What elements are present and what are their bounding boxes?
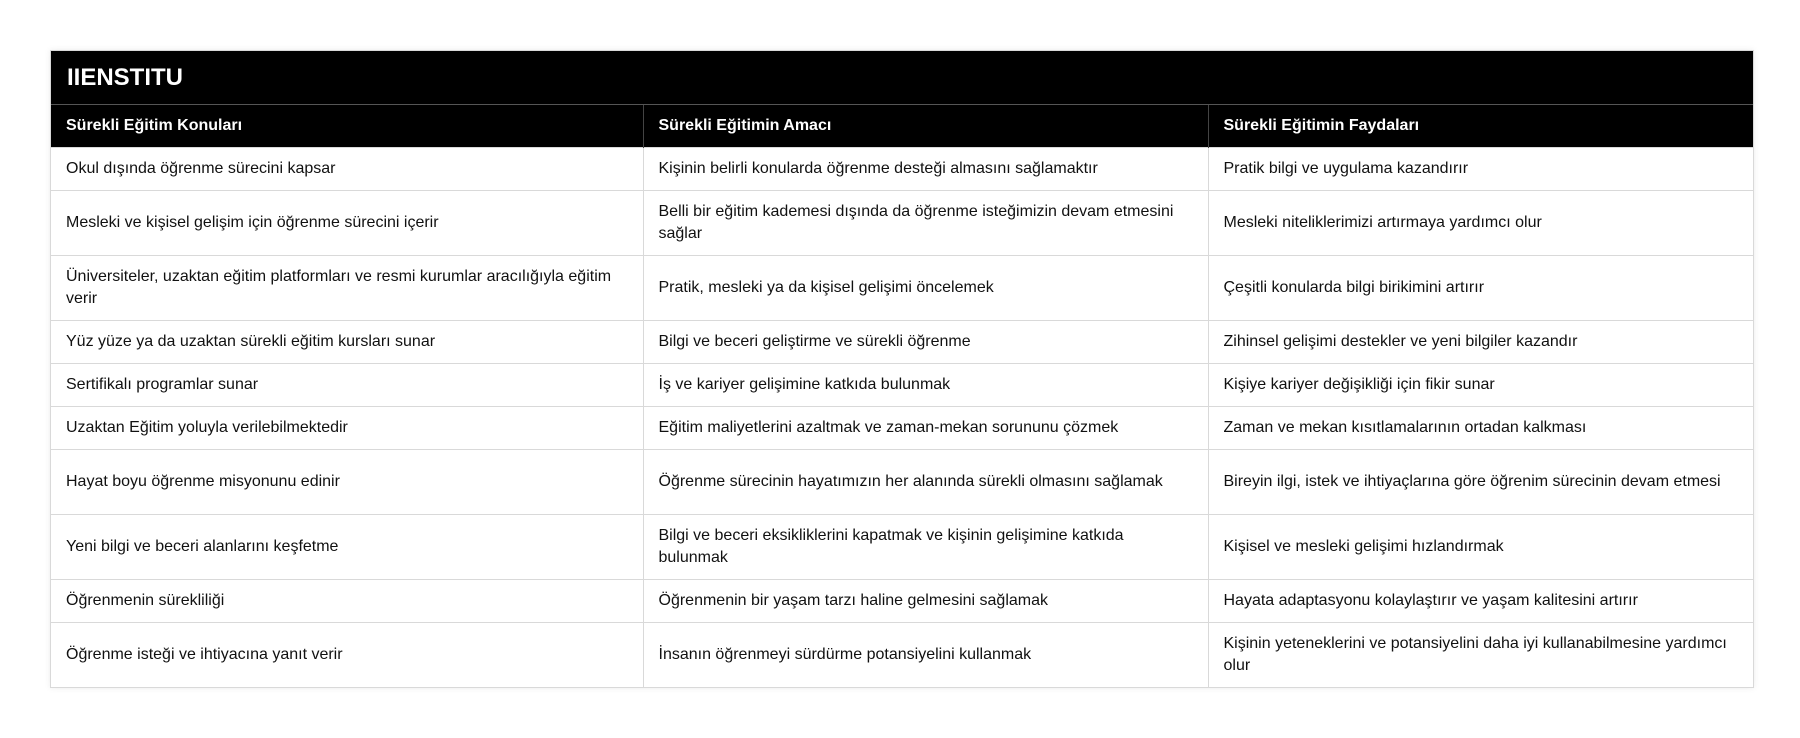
cell-purpose: İnsanın öğrenmeyi sürdürme potansiyelini kullanmak: [643, 622, 1208, 687]
cell-topic: Sertifikalı programlar sunar: [51, 363, 643, 406]
cell-purpose: Kişinin belirli konularda öğrenme desteği almasını sağlamaktır: [643, 147, 1208, 190]
cell-topic: Öğrenmenin sürekliliği: [51, 579, 643, 622]
cell-benefit: Kişinin yeteneklerini ve potansiyelini daha iyi kullanabilmesine yardımcı olur: [1208, 622, 1753, 687]
table-row: [51, 147, 1753, 190]
header-purpose: Sürekli Eğitimin Amacı: [643, 105, 1208, 147]
table-row: [51, 363, 1753, 406]
header-row: [51, 105, 1753, 147]
table-row: [51, 579, 1753, 622]
header-topics: Sürekli Eğitim Konuları: [51, 105, 643, 147]
table-row: [51, 320, 1753, 363]
table-row: [51, 406, 1753, 449]
data-table: [51, 105, 1753, 687]
cell-purpose: Öğrenme sürecinin hayatımızın her alanında sürekli olmasını sağlamak: [643, 449, 1208, 514]
table-row: [51, 190, 1753, 255]
cell-topic: Mesleki ve kişisel gelişim için öğrenme sürecini içerir: [51, 190, 643, 255]
cell-topic: Yüz yüze ya da uzaktan sürekli eğitim kursları sunar: [51, 320, 643, 363]
cell-benefit: Bireyin ilgi, istek ve ihtiyaçlarına göre öğrenim sürecinin devam etmesi: [1208, 449, 1753, 514]
table-row: [51, 255, 1753, 320]
cell-topic: Üniversiteler, uzaktan eğitim platformları ve resmi kurumlar aracılığıyla eğitim verir: [51, 255, 643, 320]
cell-purpose: Eğitim maliyetlerini azaltmak ve zaman-mekan sorununu çözmek: [643, 406, 1208, 449]
continuing-education-table: [50, 50, 1754, 688]
cell-purpose: Pratik, mesleki ya da kişisel gelişimi öncelemek: [643, 255, 1208, 320]
cell-topic: Okul dışında öğrenme sürecini kapsar: [51, 147, 643, 190]
cell-benefit: Zihinsel gelişimi destekler ve yeni bilgiler kazandır: [1208, 320, 1753, 363]
cell-benefit: Hayata adaptasyonu kolaylaştırır ve yaşam kalitesini artırır: [1208, 579, 1753, 622]
cell-topic: Yeni bilgi ve beceri alanlarını keşfetme: [51, 514, 643, 579]
cell-topic: Hayat boyu öğrenme misyonunu edinir: [51, 449, 643, 514]
cell-purpose: İş ve kariyer gelişimine katkıda bulunmak: [643, 363, 1208, 406]
cell-benefit: Kişiye kariyer değişikliği için fikir sunar: [1208, 363, 1753, 406]
cell-benefit: Mesleki niteliklerimizi artırmaya yardımcı olur: [1208, 190, 1753, 255]
table-row: [51, 622, 1753, 687]
table-row: [51, 514, 1753, 579]
header-benefits: Sürekli Eğitimin Faydaları: [1208, 105, 1753, 147]
table-row: [51, 449, 1753, 514]
cell-purpose: Bilgi ve beceri geliştirme ve sürekli öğrenme: [643, 320, 1208, 363]
cell-purpose: Belli bir eğitim kademesi dışında da öğrenme isteğimizin devam etmesini sağlar: [643, 190, 1208, 255]
cell-benefit: Kişisel ve mesleki gelişimi hızlandırmak: [1208, 514, 1753, 579]
table-title: IIENSTITU: [51, 51, 1753, 105]
cell-topic: Uzaktan Eğitim yoluyla verilebilmektedir: [51, 406, 643, 449]
cell-purpose: Öğrenmenin bir yaşam tarzı haline gelmesini sağlamak: [643, 579, 1208, 622]
cell-purpose: Bilgi ve beceri eksikliklerini kapatmak ve kişinin gelişimine katkıda bulunmak: [643, 514, 1208, 579]
cell-benefit: Zaman ve mekan kısıtlamalarının ortadan kalkması: [1208, 406, 1753, 449]
cell-topic: Öğrenme isteği ve ihtiyacına yanıt verir: [51, 622, 643, 687]
cell-benefit: Çeşitli konularda bilgi birikimini artırır: [1208, 255, 1753, 320]
cell-benefit: Pratik bilgi ve uygulama kazandırır: [1208, 147, 1753, 190]
